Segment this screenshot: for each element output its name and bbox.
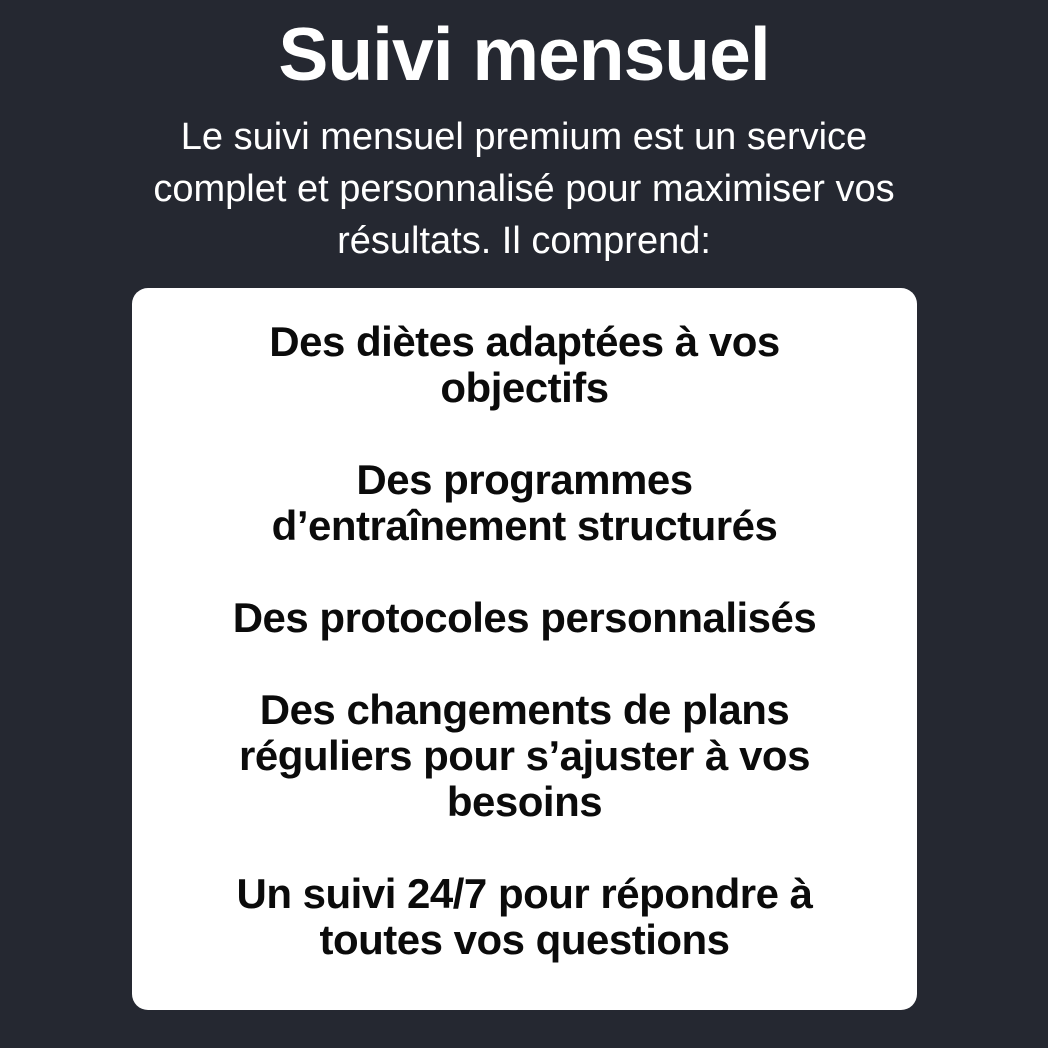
feature-line: réguliers pour s’ajuster à vos [239, 732, 810, 779]
feature-line: Des protocoles personnalisés [232, 594, 817, 641]
features-card [132, 288, 917, 1010]
feature-diets [132, 319, 917, 411]
feature-line: d’entraînement structurés [271, 502, 778, 549]
feature-line: Des changements de plans [259, 686, 790, 733]
intro-line: complet et personnalisé pour maximiser vos [153, 168, 895, 210]
feature-line: besoins [446, 778, 603, 825]
feature-line: Des programmes [356, 456, 693, 503]
feature-line: Un suivi 24/7 pour répondre à [236, 870, 813, 917]
intro-text [60, 111, 988, 267]
intro-line: résultats. Il comprend: [337, 220, 711, 262]
intro-line: Le suivi mensuel premium est un service [180, 116, 868, 158]
feature-training-programs [132, 457, 917, 549]
feature-line: toutes vos questions [319, 916, 730, 963]
feature-line: Des diètes adaptées à vos [269, 318, 780, 365]
page-title: Suivi mensuel [278, 12, 770, 96]
feature-plan-changes [132, 687, 917, 825]
feature-protocols [132, 595, 917, 641]
feature-line: objectifs [440, 364, 609, 411]
feature-support [132, 871, 917, 963]
features-list [132, 319, 917, 1009]
